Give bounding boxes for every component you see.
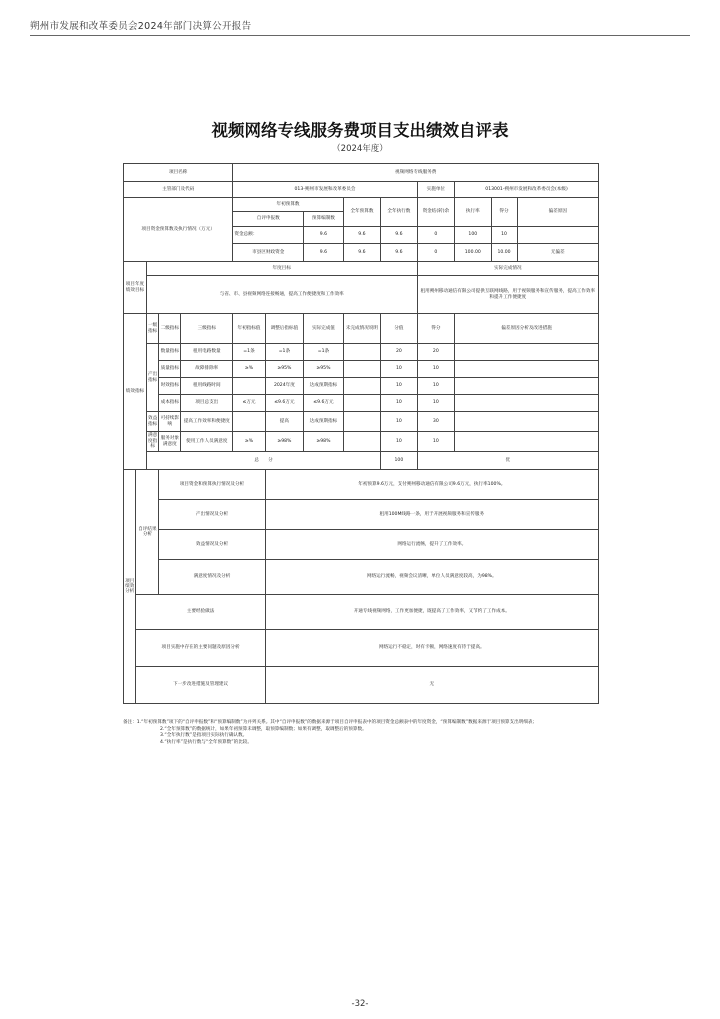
satisfaction-indicator-label: 满意度指标 xyxy=(146,432,158,452)
full-year-budget-header: 全年预算数 xyxy=(343,198,380,227)
effect-indicator-label: 效益指标 xyxy=(146,412,158,432)
analysis-section-label: 项目绩效分析 xyxy=(124,470,136,704)
document-title: 视频网络专线服务费项目支出绩效自评表 xyxy=(211,121,509,140)
page-number: -32- xyxy=(351,999,369,1009)
analysis-row-label: 项目资金和预算执行情况及分析 xyxy=(159,470,265,500)
unmet-cell xyxy=(343,344,380,361)
page-header-title: 朔州市发展和改革委员会2024年部门决算公开报告 xyxy=(30,21,252,32)
score-cell: 10 xyxy=(417,378,454,395)
level3-header: 三级指标 xyxy=(181,314,233,344)
level1-header: 一级指标 xyxy=(146,314,158,344)
adjusted-cell: 2024年度 xyxy=(265,378,304,395)
actual-cell: ≥98% xyxy=(304,432,344,452)
weight-cell: 10 xyxy=(381,395,417,412)
fund-cell: 10.00 xyxy=(491,244,517,262)
level2-cell: 成本指标 xyxy=(159,395,181,412)
unit-label: 实施单位 xyxy=(417,182,454,198)
note-line: 4.“执行率”是执行数与“全年预算数”的比较。 xyxy=(160,739,252,745)
fund-row-label: 资金总额： xyxy=(233,227,304,244)
project-name-label: 项目名称 xyxy=(124,164,233,182)
score-cell: 30 xyxy=(417,412,454,432)
analysis-row-text: 网络运行流畅，提升了工作效率。 xyxy=(265,530,598,560)
document-year: （2024年度） xyxy=(332,144,388,154)
fund-cell: 无偏差 xyxy=(517,244,598,262)
level3-cell: 使用工作人员满意度 xyxy=(181,432,233,452)
init-cell xyxy=(233,378,265,395)
fund-cell: 9.6 xyxy=(343,244,380,262)
fund-reason-header: 偏差原因 xyxy=(517,198,598,227)
problems-label: 项目实施中存在的主要问题及原因分析 xyxy=(136,630,265,667)
exec-rate-header: 执行率 xyxy=(455,198,491,227)
actual-cell: ≥95% xyxy=(304,361,344,378)
analysis-row-label: 效益情况及分析 xyxy=(159,530,265,560)
analysis-row-text: 年初预算9.6万元，支付朔州移动通信有限公司9.6万元，执行率100%。 xyxy=(265,470,598,500)
compiled-header: 预算编制数 xyxy=(304,212,344,227)
experience-text: 开通专线视频网络，工作更加便捷，既提高了工作效率，又节约了工作成本。 xyxy=(265,595,598,630)
balance-header: 资金结(转)余 xyxy=(417,198,454,227)
reason-cell xyxy=(455,412,599,432)
level2-cell: 服务对象满意度 xyxy=(159,432,181,452)
reason-cell xyxy=(455,344,599,361)
fund-score-header: 得分 xyxy=(491,198,517,227)
actual-cell: =1条 xyxy=(304,344,344,361)
weight-cell: 20 xyxy=(381,344,417,361)
adjusted-cell: ≥98% xyxy=(265,432,304,452)
level3-cell: 项目总支出 xyxy=(181,395,233,412)
reason-cell xyxy=(455,432,599,452)
note-line: 2.“全年预算数”的数据统计，如果年初预算未调整，取预算编制数；如果有调整，取调整后的预算数。 xyxy=(160,726,367,732)
actual-completion-header: 实际完成情况 xyxy=(417,262,598,276)
unmet-cell xyxy=(343,361,380,378)
init-value-header: 年初指标值 xyxy=(233,314,265,344)
fund-cell: 9.6 xyxy=(381,227,417,244)
indicator-reason-header: 偏差原因分析及改进措施 xyxy=(455,314,599,344)
reason-cell xyxy=(455,378,599,395)
note-line: 备注：1.“年初预算数”项下的“自评申报数”和“预算编制数”为并列关系。其中“自评申报数”的数据来源于项目自评申报表中的项目资金总额表中的年度资金，“预算编制数”数据来源于项目预算支出明细表； xyxy=(123,720,538,725)
unmet-cell xyxy=(343,432,380,452)
fund-cell: 0 xyxy=(417,227,454,244)
score-cell: 20 xyxy=(417,344,454,361)
level2-header: 二级指标 xyxy=(159,314,181,344)
unmet-header: 未完成情况说明 xyxy=(343,314,380,344)
goals-section-label: 项目年度绩效目标 xyxy=(124,262,147,314)
analysis-row-text: 网络运行流畅，视频会议清晰，单位人员满意度较高，为98%。 xyxy=(265,560,598,595)
next-steps-text: 无 xyxy=(265,667,598,704)
level2-cell: 时效指标 xyxy=(159,378,181,395)
analysis-row-label: 满意度情况及分析 xyxy=(159,560,265,595)
fund-cell: 9.6 xyxy=(304,227,344,244)
declared-header: 自评申报数 xyxy=(233,212,304,227)
total-weight: 100 xyxy=(381,452,417,470)
output-indicator-label: 产出指标 xyxy=(146,344,158,412)
weight-cell: 10 xyxy=(381,432,417,452)
annual-goal-text: 与省、市、县视频网络连接畅通，提高工作便捷度和工作效率 xyxy=(146,276,417,314)
total-label: 总 分 xyxy=(146,452,380,470)
experience-label: 主要经验做法 xyxy=(136,595,265,630)
score-header: 得分 xyxy=(417,314,454,344)
fund-cell: 100 xyxy=(455,227,491,244)
unmet-cell xyxy=(343,412,380,432)
adjusted-cell: =1条 xyxy=(265,344,304,361)
level2-cell: 可持续影响 xyxy=(159,412,181,432)
level2-cell: 质量指标 xyxy=(159,361,181,378)
level3-cell: 提高工作效率和便捷度 xyxy=(181,412,233,432)
fund-row-label: 市县区财政资金 xyxy=(233,244,304,262)
fund-cell: 9.6 xyxy=(343,227,380,244)
header-divider xyxy=(30,35,690,36)
performance-table xyxy=(123,163,599,704)
level3-cell: 故障排除率 xyxy=(181,361,233,378)
score-cell: 10 xyxy=(417,395,454,412)
actual-cell: ≤9.6万元 xyxy=(304,395,344,412)
dept-label: 主管部门及代码 xyxy=(124,182,233,198)
table-notes xyxy=(123,720,601,747)
project-name: 视频网络专线服务费 xyxy=(233,164,599,182)
init-cell: ≥% xyxy=(233,432,265,452)
next-steps-label: 下一步改进措施及管理建议 xyxy=(136,667,265,704)
analysis-row-label: 产出情况及分析 xyxy=(159,500,265,530)
weight-cell: 10 xyxy=(381,378,417,395)
fund-cell: 9.6 xyxy=(381,244,417,262)
fund-cell: 10 xyxy=(491,227,517,244)
dept-value: 013-朔州市发展和改革委员会 xyxy=(233,182,417,198)
actual-cell: 达成预期指标 xyxy=(304,378,344,395)
problems-text: 网络运行不稳定，时有卡顿，网络速度有待于提高。 xyxy=(265,630,598,667)
adjusted-cell: ≤9.6万元 xyxy=(265,395,304,412)
weight-cell: 10 xyxy=(381,412,417,432)
init-cell xyxy=(233,412,265,432)
actual-completion-text: 租用朔州移动通信有限公司提供互联网线路，用于视频服务和宣传服务，提高工作效率和提升工作便捷度 xyxy=(417,276,598,314)
fund-cell: 100.00 xyxy=(455,244,491,262)
unmet-cell xyxy=(343,378,380,395)
executed-header: 全年执行数 xyxy=(381,198,417,227)
level2-cell: 数量指标 xyxy=(159,344,181,361)
weight-cell: 10 xyxy=(381,361,417,378)
fund-cell: 0 xyxy=(417,244,454,262)
level3-cell: 租用电路数量 xyxy=(181,344,233,361)
actual-cell: 达成预期指标 xyxy=(304,412,344,432)
score-cell: 10 xyxy=(417,432,454,452)
fund-cell xyxy=(517,227,598,244)
note-line: 3.“全年执行数”是指项目实际执行确认数。 xyxy=(160,733,248,739)
score-cell: 10 xyxy=(417,361,454,378)
level3-cell: 租用线路时间 xyxy=(181,378,233,395)
init-cell: =1条 xyxy=(233,344,265,361)
unit-value: 013001-朔州市发展和改革委员会(本级) xyxy=(455,182,599,198)
adjusted-value-header: 调整后指标值 xyxy=(265,314,304,344)
actual-value-header: 实际完成值 xyxy=(304,314,344,344)
adjusted-cell: 提高 xyxy=(265,412,304,432)
init-cell: ≥% xyxy=(233,361,265,378)
adjusted-cell: ≥95% xyxy=(265,361,304,378)
weight-header: 分值 xyxy=(381,314,417,344)
reason-cell xyxy=(455,361,599,378)
indicators-section-label: 绩效指标 xyxy=(124,314,147,470)
total-score: 优 xyxy=(417,452,598,470)
annual-budget-header: 年初预算数 xyxy=(233,198,343,212)
self-eval-label: 自评结果分析 xyxy=(136,470,159,595)
analysis-row-text: 租用100M线路一条，用于开展视频服务和宣传服务 xyxy=(265,500,598,530)
fund-cell: 9.6 xyxy=(304,244,344,262)
funds-section-label: 项目资金预算数及执行情况（万元） xyxy=(124,198,233,262)
unmet-cell xyxy=(343,395,380,412)
reason-cell xyxy=(455,395,599,412)
annual-goal-header: 年度目标 xyxy=(146,262,417,276)
init-cell: ≤万元 xyxy=(233,395,265,412)
